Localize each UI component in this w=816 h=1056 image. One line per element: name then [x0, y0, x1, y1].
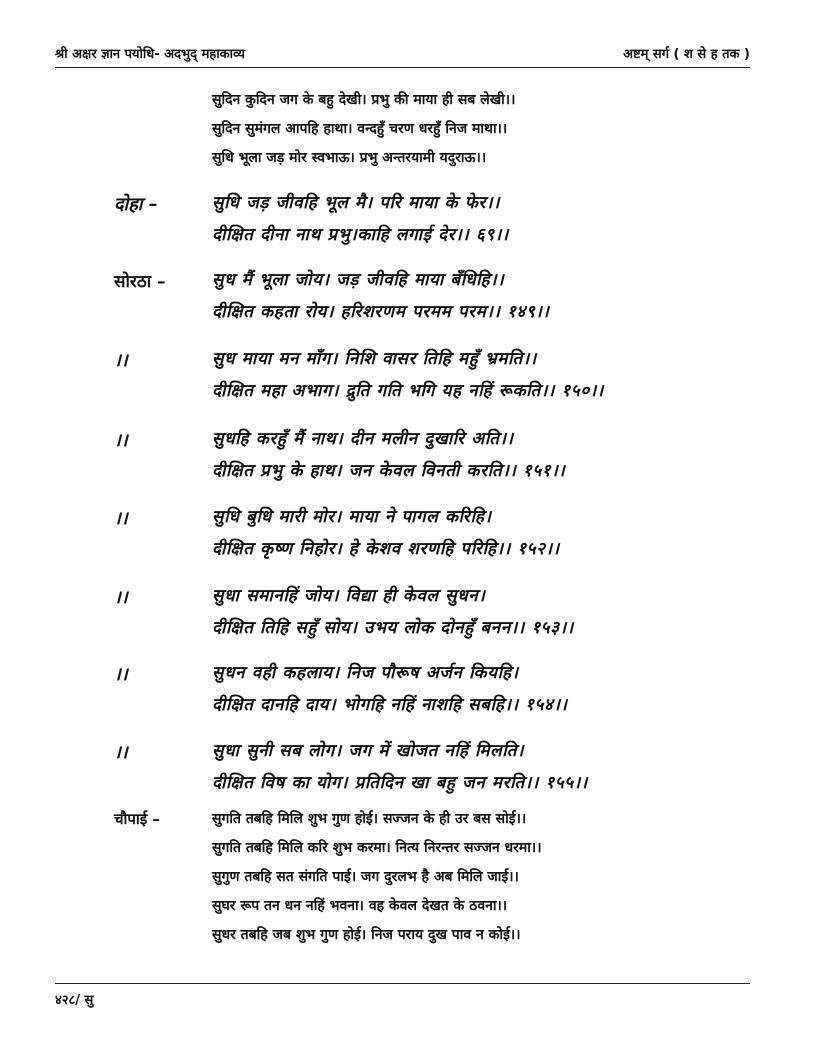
doha-lines	[212, 187, 509, 251]
sortha-lines	[212, 264, 549, 328]
verse-label: चौपाई –	[114, 810, 160, 828]
page-number: ४२८/ सु	[55, 993, 94, 1008]
intro-lines	[212, 86, 515, 173]
verse-line: सुदिन कुदिन जग के बहु देखी। प्रभु की माया ही सब लेखी।।	[212, 92, 516, 108]
verse-line: सुधि भूला जड़ मोर स्वभाऊ। प्रभु अन्तरयामी यदुराऊ।।	[212, 150, 487, 166]
verse-line: सुधा सुनी सब लोग। जग में खोजत नहिं मिलति।	[212, 741, 525, 761]
verse-line: सुधा समानहिं जोय। विद्या ही केवल सुधन।	[212, 586, 486, 606]
verse-line: सुदिन सुमंगल आपहि हाथा। वन्दहुँ चरण धरहुँ निज माथा।।	[212, 121, 508, 137]
verse-label: ।।	[114, 350, 128, 371]
sortha-lines	[212, 657, 568, 721]
chapter-title: अष्टम् सर्ग ( श से ह तक )	[623, 47, 750, 62]
verse-line: सुधि बुधि मारी मोर। माया ने पागल करिहि।	[212, 507, 492, 527]
verse-line: सुधन वही कहलाय। निज पौरूष अर्जन कियहि।	[212, 663, 519, 683]
verse-line: दीक्षित प्रभु के हाथ। जन केवल विनती करति।। १५१।।	[212, 461, 566, 481]
verse-label: ।।	[114, 508, 128, 529]
sortha-lines	[212, 501, 560, 565]
verse-label: सोरठा –	[114, 272, 166, 292]
book-title: श्री अक्षर ज्ञान पयोधि- अदभुद् महाकाव्य	[55, 47, 245, 62]
verse-line: दीक्षित दानहि दाय। भोगहि नहिं नाशहि सबहि।। १५४।।	[212, 695, 568, 715]
footer-rule	[55, 983, 750, 984]
verse-line: दीक्षित दीना नाथ प्रभु।काहि लगाई देर।। ६९।।	[212, 225, 509, 245]
verse-line: दीक्षित तिहि सहुँ सोय। उभय लोक दोनहुँ बनन।। १५३।।	[212, 618, 574, 638]
verse-line: सुगति तबहि मिलि करि शुभ करमा। नित्य निरन्तर सज्जन धरमा।।	[212, 840, 542, 856]
verse-line: सुगुण तबहि सत संगति पाई। जग दुरलभ है अब मिलि जाई।।	[212, 869, 519, 885]
verse-line: सुधि जड़ जीवहि भूल मै। परि माया के फेर।।	[212, 193, 501, 213]
verse-line: दीक्षित महा अभाग। द्रुति गति भगि यह नहिं रूकति।। १५०।।	[212, 381, 604, 401]
verse-label: ।।	[114, 587, 128, 608]
verse-label: दोहा –	[114, 194, 158, 215]
header-rule	[55, 67, 750, 68]
sortha-lines	[212, 423, 565, 487]
verse-line: सुधर तबहि जब शुभ गुण होई। निज पराय दुख पाव न कोई।।	[212, 927, 521, 943]
verse-label: ।।	[114, 430, 128, 451]
chaupai-lines	[212, 805, 542, 950]
verse-line: सुगति तबहि मिलि शुभ गुण होई। सज्जन के ही उर बस सोई।।	[212, 811, 527, 827]
verse-line: सुधहि करहुँ मैं नाथ। दीन मलीन दुखारि अति।।	[212, 429, 514, 449]
verse-line: सुध माया मन माँग। निशि वासर तिहि महुँ भ्रमति।।	[212, 349, 537, 369]
sortha-lines	[212, 735, 588, 799]
verse-line: दीक्षित कृष्ण निहोर। हे केशव शरणहि परिहि।। १५२।।	[212, 539, 560, 559]
verse-label: ।।	[114, 742, 128, 763]
verse-line: सुध मैं भूला जोय। जड़ जीवहि माया बँधिहि।।	[212, 270, 505, 290]
verse-label: ।।	[114, 664, 128, 685]
verse-line: सुघर रूप तन धन नहिं भवना। वह केवल देखत के ठवना।।	[212, 898, 508, 914]
page-header	[55, 44, 750, 66]
sortha-lines	[212, 343, 604, 407]
sortha-lines	[212, 580, 574, 644]
verse-line: दीक्षित कहता रोय। हरिशरणम परमम परम।। १४९।।	[212, 302, 550, 322]
verse-line: दीक्षित विष का योग। प्रतिदिन खा बहु जन मरति।। १५५।।	[212, 773, 588, 793]
